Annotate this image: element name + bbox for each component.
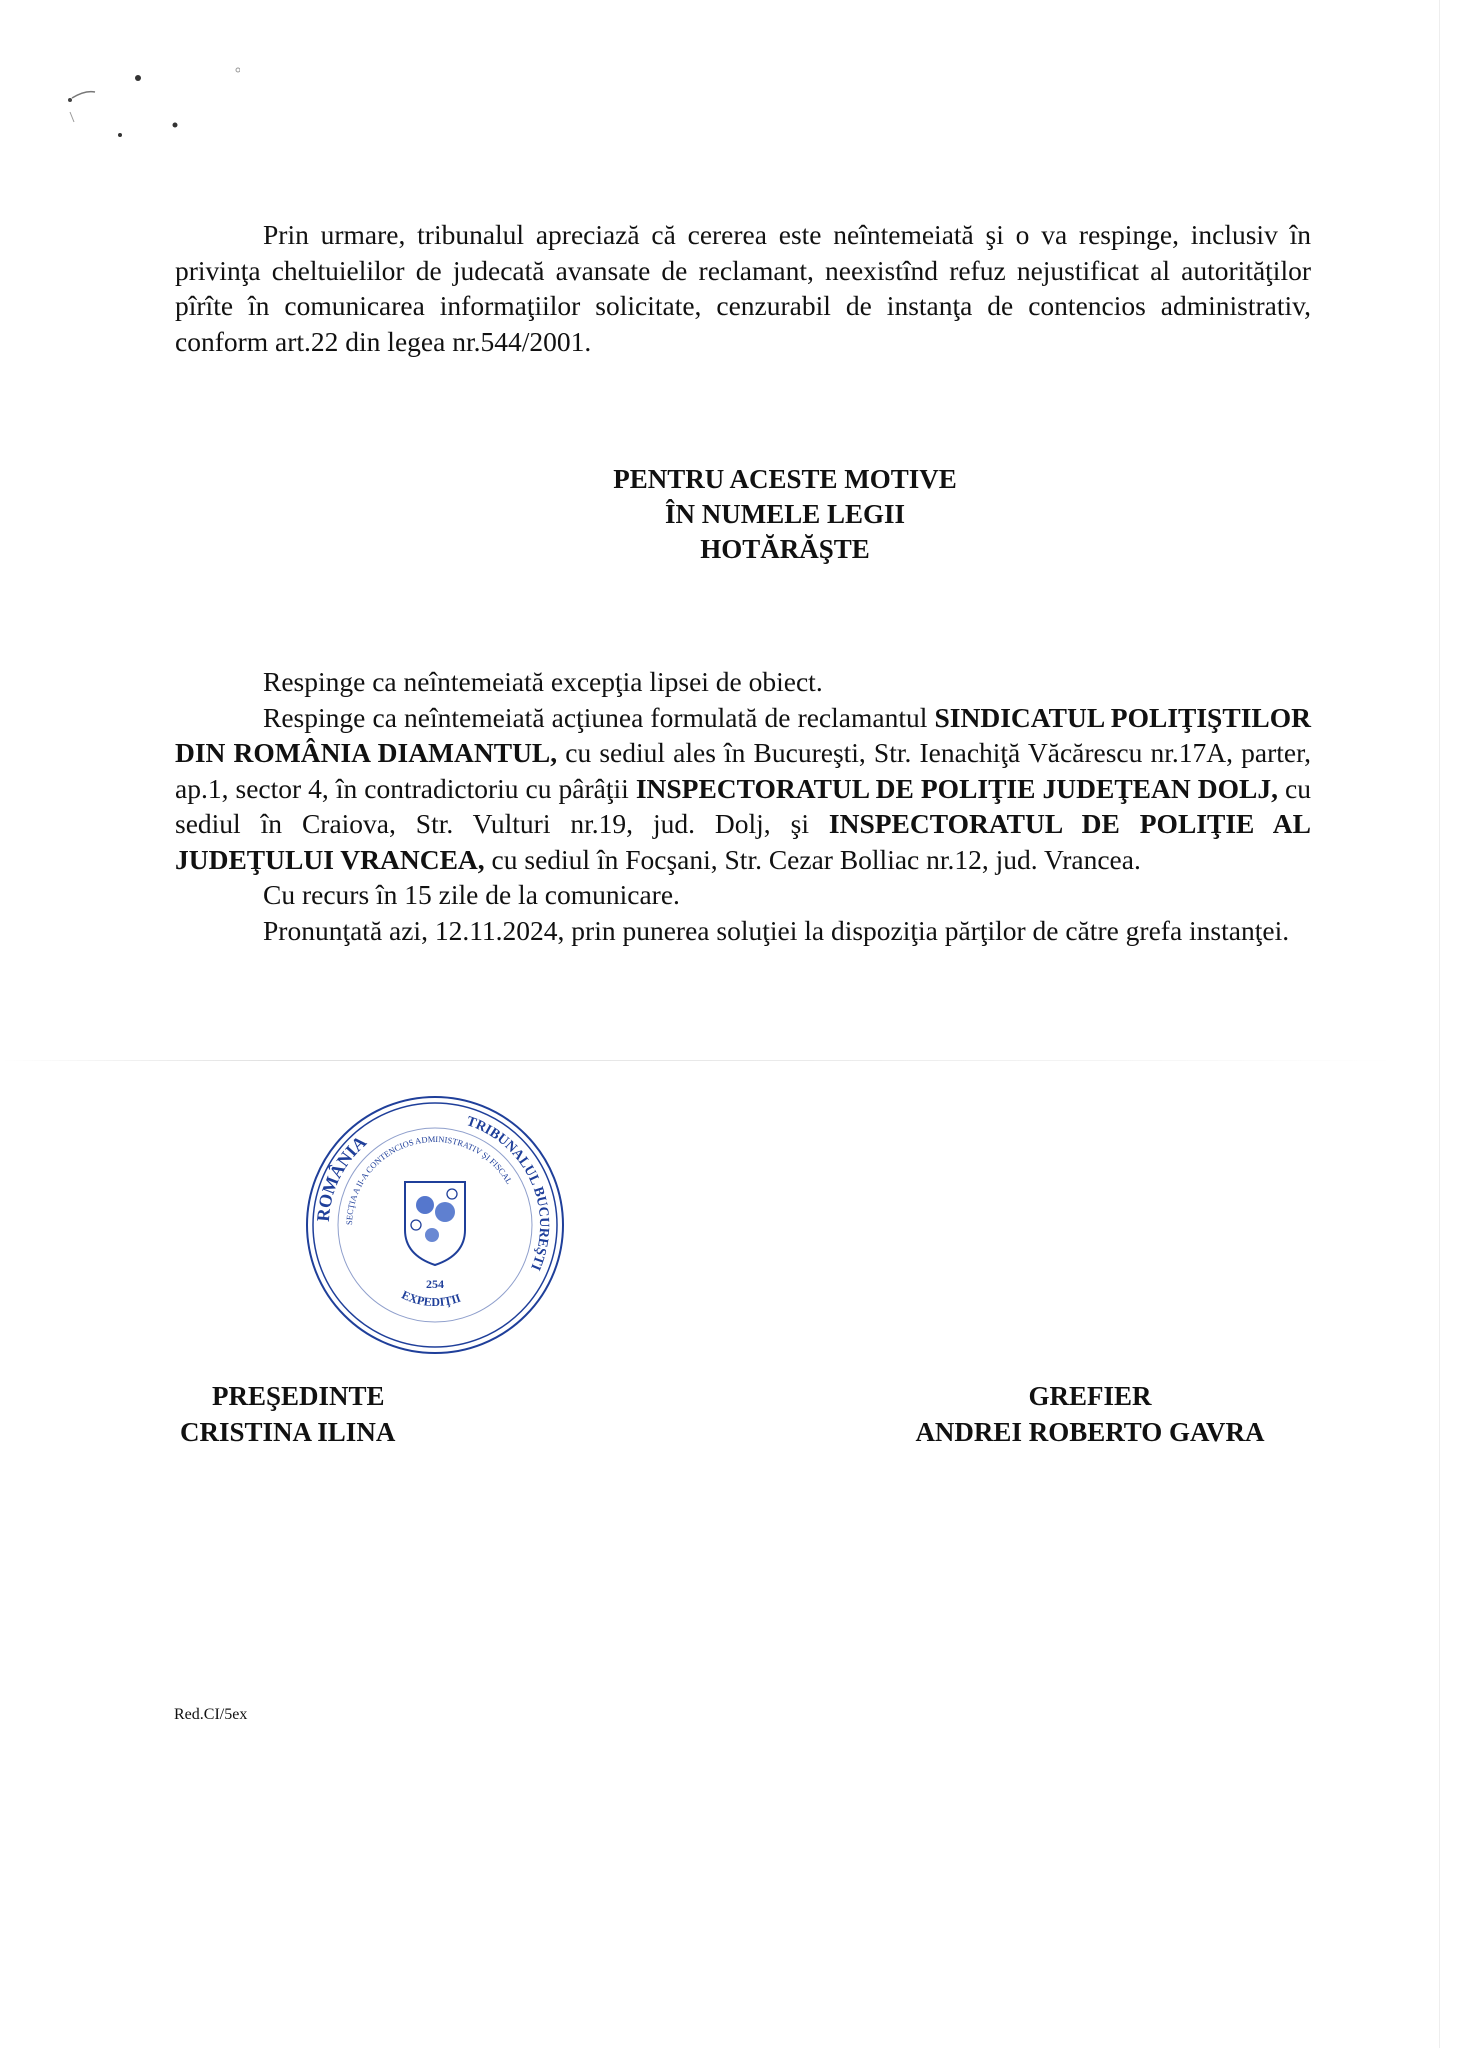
appeal-notice: Cu recurs în 15 zile de la comunicare. bbox=[263, 879, 680, 910]
stamp-section: SECŢIA A II-A CONTENCIOS ADMINISTRATIV ŞI FISCAL bbox=[343, 1133, 515, 1226]
dispositive-section bbox=[175, 664, 1311, 948]
defendant-2-name: INSPECTORATUL DE POLIŢIE AL JUDEŢULUI VRANCEA, bbox=[175, 808, 1311, 875]
defendant-1-address: cu sediul în Craiova, Str. Vulturi nr.19, jud. Dolj, şi bbox=[175, 772, 1311, 839]
president-title: PREŞEDINTE bbox=[212, 1381, 385, 1411]
heading-line-2: ÎN NUMELE LEGII bbox=[664, 499, 906, 529]
stamp-court: TRIBUNALUL BUCUREŞTI bbox=[464, 1114, 552, 1273]
scan-edge bbox=[1439, 0, 1440, 2048]
action-ruling bbox=[175, 700, 1311, 878]
scan-specks bbox=[40, 50, 240, 140]
heading-line-3: HOTĂRĂŞTE bbox=[700, 534, 870, 564]
exception-ruling: Respinge ca neîntemeiată excepţia lipsei de obiect. bbox=[263, 666, 823, 697]
stamp-country: ROMÂNIA bbox=[312, 1131, 371, 1223]
defendant-2-address: cu sediul în Focşani, Str. Cezar Bolliac nr.12, jud. Vrancea. bbox=[484, 843, 1141, 875]
heading-line-1: PENTRU ACESTE MOTIVE bbox=[613, 464, 957, 494]
court-stamp bbox=[300, 1090, 570, 1360]
action-intro: Respinge ca neîntemeiată acţiunea formulată de reclamantul bbox=[263, 701, 935, 733]
defendant-1-name: INSPECTORATUL DE POLIŢIE JUDEŢEAN DOLJ, bbox=[635, 772, 1278, 804]
coat-of-arms-icon bbox=[405, 1182, 465, 1265]
stamp-expeditii: EXPEDIŢII bbox=[399, 1287, 463, 1310]
reasoning-paragraph: Prin urmare, tribunalul apreciază că cererea este neîntemeiată şi o va respinge, inclusiv în privinţa cheltuielilor de judecată avansate de reclamant, neexistînd refuz nejustificat al autorităţilor pîrîte în comunicarea informaţiilor solicitate, cenzurabil de instanţa de contencios administrativ, conform art.22 din legea nr.544/2001. bbox=[175, 219, 1311, 357]
plaintiff-address: cu sediul ales în Bucureşti, Str. Ienachiţă Văcărescu nr.17A, parter, ap.1, sector 4, în contradictoriu cu pârâţii bbox=[175, 737, 1312, 804]
president-signature-block bbox=[180, 1378, 600, 1450]
plaintiff-name: SINDICATUL POLIŢIŞTILOR DIN ROMÂNIA DIAMANTUL, bbox=[175, 701, 1311, 768]
reasoning-section bbox=[175, 217, 1311, 359]
scan-artifact-line bbox=[0, 1060, 1400, 1061]
clerk-signature-block bbox=[870, 1378, 1310, 1450]
clerk-title: GREFIER bbox=[1028, 1381, 1152, 1411]
president-name: CRISTINA ILINA bbox=[180, 1417, 396, 1447]
operative-heading bbox=[500, 462, 1070, 567]
drafting-reference: Red.CI/5ex bbox=[174, 1706, 248, 1723]
pronouncement: Pronunţată azi, 12.11.2024, prin punerea soluţiei la dispoziţia părţilor de către grefa instanţei. bbox=[263, 914, 1290, 946]
clerk-name: ANDREI ROBERTO GAVRA bbox=[915, 1417, 1265, 1447]
stamp-number: 254 bbox=[426, 1277, 444, 1291]
